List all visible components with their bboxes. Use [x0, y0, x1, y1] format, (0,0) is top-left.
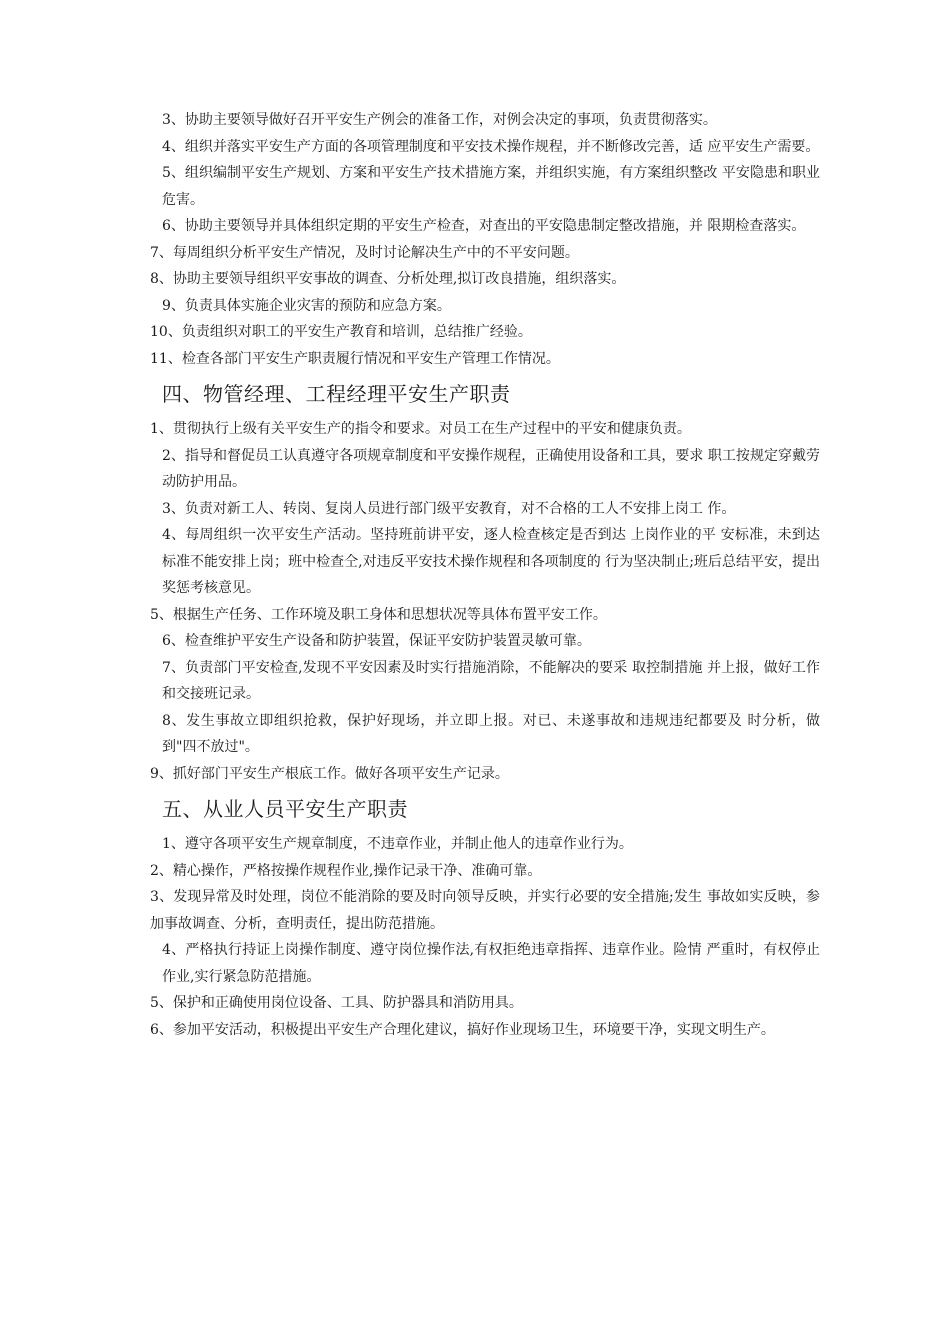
paragraph: 4、严格执行持证上岗操作制度、遵守岗位操作法,有权拒绝违章指挥、违章作业。险情 严重时，有权停止作业,实行紧急防范措施。 — [162, 942, 820, 985]
section5-heading: 五、从业人员平安生产职责 — [162, 797, 408, 821]
paragraph: 6、检查维护平安生产设备和防护装置，保证平安防护装置灵敏可靠。 — [162, 633, 591, 649]
paragraph: 10、负责组织对职工的平安生产教育和培训，总结推广经验。 — [150, 324, 532, 340]
paragraph: 1、贯彻执行上级有关平安生产的指令和要求。对员工在生产过程中的平安和健康负责。 — [150, 421, 691, 437]
paragraph: 9、负责具体实施企业灾害的预防和应急方案。 — [162, 297, 451, 314]
paragraph: 7、负责部门平安检查,发现不平安因素及时实行措施消除，不能解决的要采 取控制措施 并上报，做好工作和交接班记录。 — [162, 659, 820, 702]
paragraph: 8、协助主要领导组织平安事故的调查、分析处理,拟订改良措施，组织落实。 — [150, 271, 626, 287]
section4-heading: 四、物管经理、工程经理平安生产职责 — [162, 382, 511, 406]
section3-list — [150, 107, 820, 372]
paragraph: 1、遵守各项平安生产规章制度，不违章作业，并制止他人的违章作业行为。 — [162, 836, 633, 852]
paragraph: 2、精心操作，严格按操作规程作业,操作记录干净、准确可靠。 — [150, 862, 542, 879]
paragraph: 5、根据生产任务、工作环境及职工身体和思想状况等具体布置平安工作。 — [150, 606, 607, 623]
paragraph: 9、抓好部门平安生产根底工作。做好各项平安生产记录。 — [150, 765, 509, 782]
section4-list — [150, 416, 820, 787]
paragraph: 8、发生事故立即组织抢救，保护好现场，并立即上报。对已、未遂事故和违规违纪都要及 时分析，做到"四不放过"。 — [162, 712, 820, 755]
paragraph: 3、负责对新工人、转岗、复岗人员进行部门级平安教育，对不合格的工人不安排上岗工 作。 — [162, 500, 736, 517]
paragraph: 7、每周组织分析平安生产情况，及时讨论解决生产中的不平安问题。 — [150, 244, 579, 261]
paragraph: 3、协助主要领导做好召开平安生产例会的准备工作，对例会决定的事项，负责贯彻落实。 — [162, 112, 717, 128]
paragraph: 4、每周组织一次平安生产活动。坚持班前讲平安，逐人检查核定是否到达 上岗作业的平 安标准，未到达标准不能安排上岗；班中检查仝,对违反平安技术操作规程和各项制度的 行为坚决制止;班后总结平安，提出奖惩考核意见。 — [162, 527, 820, 596]
paragraph: 11、检查各部门平安生产职责履行情况和平安生产管理工作情况。 — [150, 350, 560, 367]
paragraph: 3、发现异常及时处理，岗位不能消除的要及时向领导反映，并实行必要的安全措施;发生 事故如实反映，参加事故调查、分析，查明责任，提出防范措施。 — [150, 889, 820, 932]
paragraph: 5、组织编制平安生产规划、方案和平安生产技术措施方案，并组织实施，有方案组织整改 平安隐患和职业危害。 — [162, 165, 820, 208]
paragraph: 6、参加平安活动，积极提出平安生产合理化建议，搞好作业现场卫生，环境要干净，实现文明生产。 — [150, 1021, 775, 1038]
paragraph: 5、保护和正确使用岗位设备、工具、防护器具和消防用具。 — [150, 995, 523, 1011]
paragraph: 4、组织并落实平安生产方面的各项管理制度和平安技术操作规程，并不断修改完善，适 应平安生产需要。 — [162, 138, 820, 155]
section5-list — [150, 831, 820, 1043]
paragraph: 6、协助主要领导并具体组织定期的平安生产检查，对查出的平安隐患制定整改措施，并 限期检查落实。 — [162, 218, 806, 234]
paragraph: 2、指导和督促员工认真遵守各项规章制度和平安操作规程，正确使用设备和工具，要求 职工按规定穿戴劳动防护用品。 — [162, 447, 820, 490]
document-page — [150, 107, 820, 1043]
